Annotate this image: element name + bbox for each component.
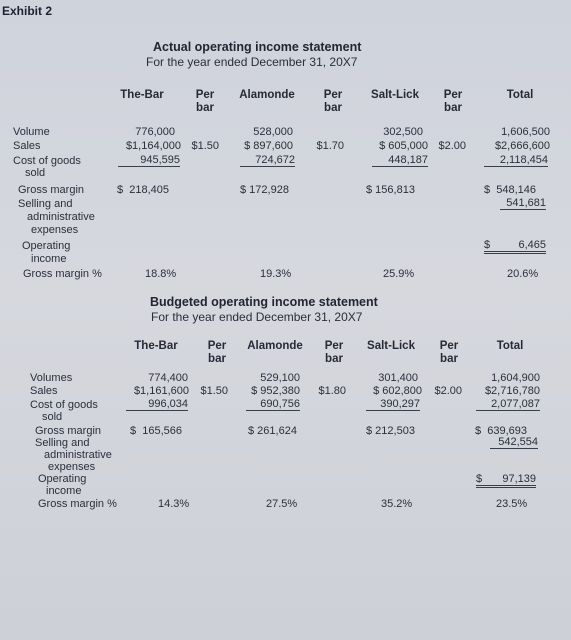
actual-label-sga-cont: administrative xyxy=(27,211,95,223)
budget-label-sga-cont: administrative xyxy=(44,449,112,461)
budget-thebar-cogs: 996,034 xyxy=(126,398,188,411)
actual-header-perbar-3: Per bar xyxy=(443,89,463,114)
budget-total-volume: 1,604,900 xyxy=(491,372,540,384)
actual-thebar-gross-margin: $ 218,405 xyxy=(117,184,169,196)
actual-label-gross-margin: Gross margin xyxy=(18,184,85,196)
budget-label-cogs-cont: sold xyxy=(42,411,63,423)
budget-title: Budgeted operating income statement xyxy=(150,295,378,309)
actual-label-sga-cont2: expenses xyxy=(31,224,79,236)
actual-alamonde-sales: $ 897,600 xyxy=(244,140,293,152)
budget-total-sga: 542,554 xyxy=(490,436,538,449)
budget-header-perbar-1: Per bar xyxy=(207,340,227,365)
actual-alamonde-price: $1.70 xyxy=(316,140,344,152)
budget-total-operating-income: 97,139 xyxy=(476,473,536,488)
actual-total-gross-margin: $ 548,146 xyxy=(484,184,536,196)
budget-total-gmp: 23.5% xyxy=(496,498,528,510)
budget-thebar-gross-margin: $ 165,566 xyxy=(130,425,182,437)
budget-label-operating-income: Operating xyxy=(38,473,87,485)
budget-alamonde-gross-margin: $ 261,624 xyxy=(248,425,297,437)
budget-alamonde-sales: $ 952,380 xyxy=(251,385,300,397)
actual-label-sales: Sales xyxy=(13,140,41,152)
actual-header-thebar: The-Bar xyxy=(120,89,164,101)
actual-header-total: Total xyxy=(506,89,534,101)
actual-label-operating-income-cont: income xyxy=(31,253,67,265)
budget-header-thebar: The-Bar xyxy=(134,340,178,352)
budget-thebar-volume: 774,400 xyxy=(148,372,188,384)
budget-total-cogs: 2,077,087 xyxy=(476,398,540,411)
actual-header-perbar-2: Per bar xyxy=(323,89,343,114)
budget-header-perbar-3: Per bar xyxy=(439,340,459,365)
budget-alamonde-volume: 529,100 xyxy=(260,372,300,384)
actual-saltlick-gross-margin: $ 156,813 xyxy=(366,184,415,196)
actual-label-volume: Volume xyxy=(13,126,50,138)
actual-label-cogs: Cost of goods xyxy=(13,155,81,167)
budget-saltlick-gmp: 35.2% xyxy=(381,498,413,510)
budget-saltlick-sales: $ 602,800 xyxy=(373,385,422,397)
budget-total-sales: $2,716,780 xyxy=(484,385,540,397)
actual-alamonde-gross-margin: $ 172,928 xyxy=(240,184,289,196)
budget-label-sga-cont2: expenses xyxy=(48,461,96,473)
actual-total-volume: 1,606,500 xyxy=(501,126,550,138)
budget-alamonde-price: $1.80 xyxy=(318,385,346,397)
budget-alamonde-cogs: 690,756 xyxy=(246,398,300,411)
exhibit-label: Exhibit 2 xyxy=(2,4,53,18)
budget-header-saltlick: Salt-Lick xyxy=(367,340,415,352)
actual-thebar-cogs: 945,595 xyxy=(118,154,180,167)
actual-label-operating-income: Operating xyxy=(22,240,71,252)
actual-alamonde-volume: 528,000 xyxy=(253,126,293,138)
budget-saltlick-price: $2.00 xyxy=(434,385,462,397)
actual-total-sales: $2,666,600 xyxy=(494,140,550,152)
actual-thebar-sales: $1,164,000 xyxy=(125,140,181,152)
budget-header-total: Total xyxy=(496,340,524,352)
budget-saltlick-volume: 301,400 xyxy=(378,372,418,384)
budget-thebar-gmp: 14.3% xyxy=(158,498,190,510)
actual-thebar-volume: 776,000 xyxy=(135,126,175,138)
actual-subtitle: For the year ended December 31, 20X7 xyxy=(146,55,358,69)
budget-header-perbar-2: Per bar xyxy=(324,340,344,365)
actual-total-operating-income: 6,465 xyxy=(484,239,546,254)
actual-title: Actual operating income statement xyxy=(153,40,362,54)
budget-label-sga: Selling and xyxy=(35,437,90,449)
actual-saltlick-price: $2.00 xyxy=(438,140,466,152)
budget-saltlick-cogs: 390,297 xyxy=(366,398,420,411)
budget-label-gross-margin-pct: Gross margin % xyxy=(38,498,117,510)
actual-total-cogs: 2,118,454 xyxy=(484,154,548,167)
actual-thebar-price: $1.50 xyxy=(191,140,219,152)
actual-total-gmp: 20.6% xyxy=(507,268,539,280)
actual-total-oi-dollar: $ xyxy=(484,239,491,251)
actual-header-perbar-1: Per bar xyxy=(195,89,215,114)
actual-label-cogs-cont: sold xyxy=(25,167,46,179)
budget-label-gross-margin: Gross margin xyxy=(35,425,102,437)
actual-label-gross-margin-pct: Gross margin % xyxy=(23,268,102,280)
actual-thebar-gmp: 18.8% xyxy=(145,268,177,280)
actual-header-alamonde: Alamonde xyxy=(239,89,295,101)
actual-saltlick-sales: $ 605,000 xyxy=(379,140,428,152)
budget-label-volume: Volumes xyxy=(30,372,73,384)
budget-total-gross-margin: $ 639,693 xyxy=(475,425,527,437)
actual-saltlick-gmp: 25.9% xyxy=(383,268,415,280)
actual-saltlick-volume: 302,500 xyxy=(383,126,423,138)
budget-label-cogs: Cost of goods xyxy=(30,399,98,411)
actual-total-sga: 541,681 xyxy=(500,197,546,210)
budget-total-oi-dollar: $ xyxy=(476,473,483,485)
budget-saltlick-gross-margin: $ 212,503 xyxy=(366,425,415,437)
budget-thebar-price: $1.50 xyxy=(200,385,228,397)
actual-alamonde-cogs: 724,672 xyxy=(240,154,295,167)
budget-alamonde-gmp: 27.5% xyxy=(266,498,298,510)
actual-saltlick-cogs: 448,187 xyxy=(372,154,428,167)
budget-label-sales: Sales xyxy=(30,385,58,397)
budget-header-alamonde: Alamonde xyxy=(247,340,303,352)
budget-label-operating-income-cont: income xyxy=(46,485,82,497)
actual-header-saltlick: Salt-Lick xyxy=(371,89,419,101)
budget-thebar-sales: $1,161,600 xyxy=(133,385,189,397)
budget-subtitle: For the year ended December 31, 20X7 xyxy=(151,310,363,324)
actual-label-sga: Selling and xyxy=(18,198,73,210)
actual-alamonde-gmp: 19.3% xyxy=(260,268,292,280)
